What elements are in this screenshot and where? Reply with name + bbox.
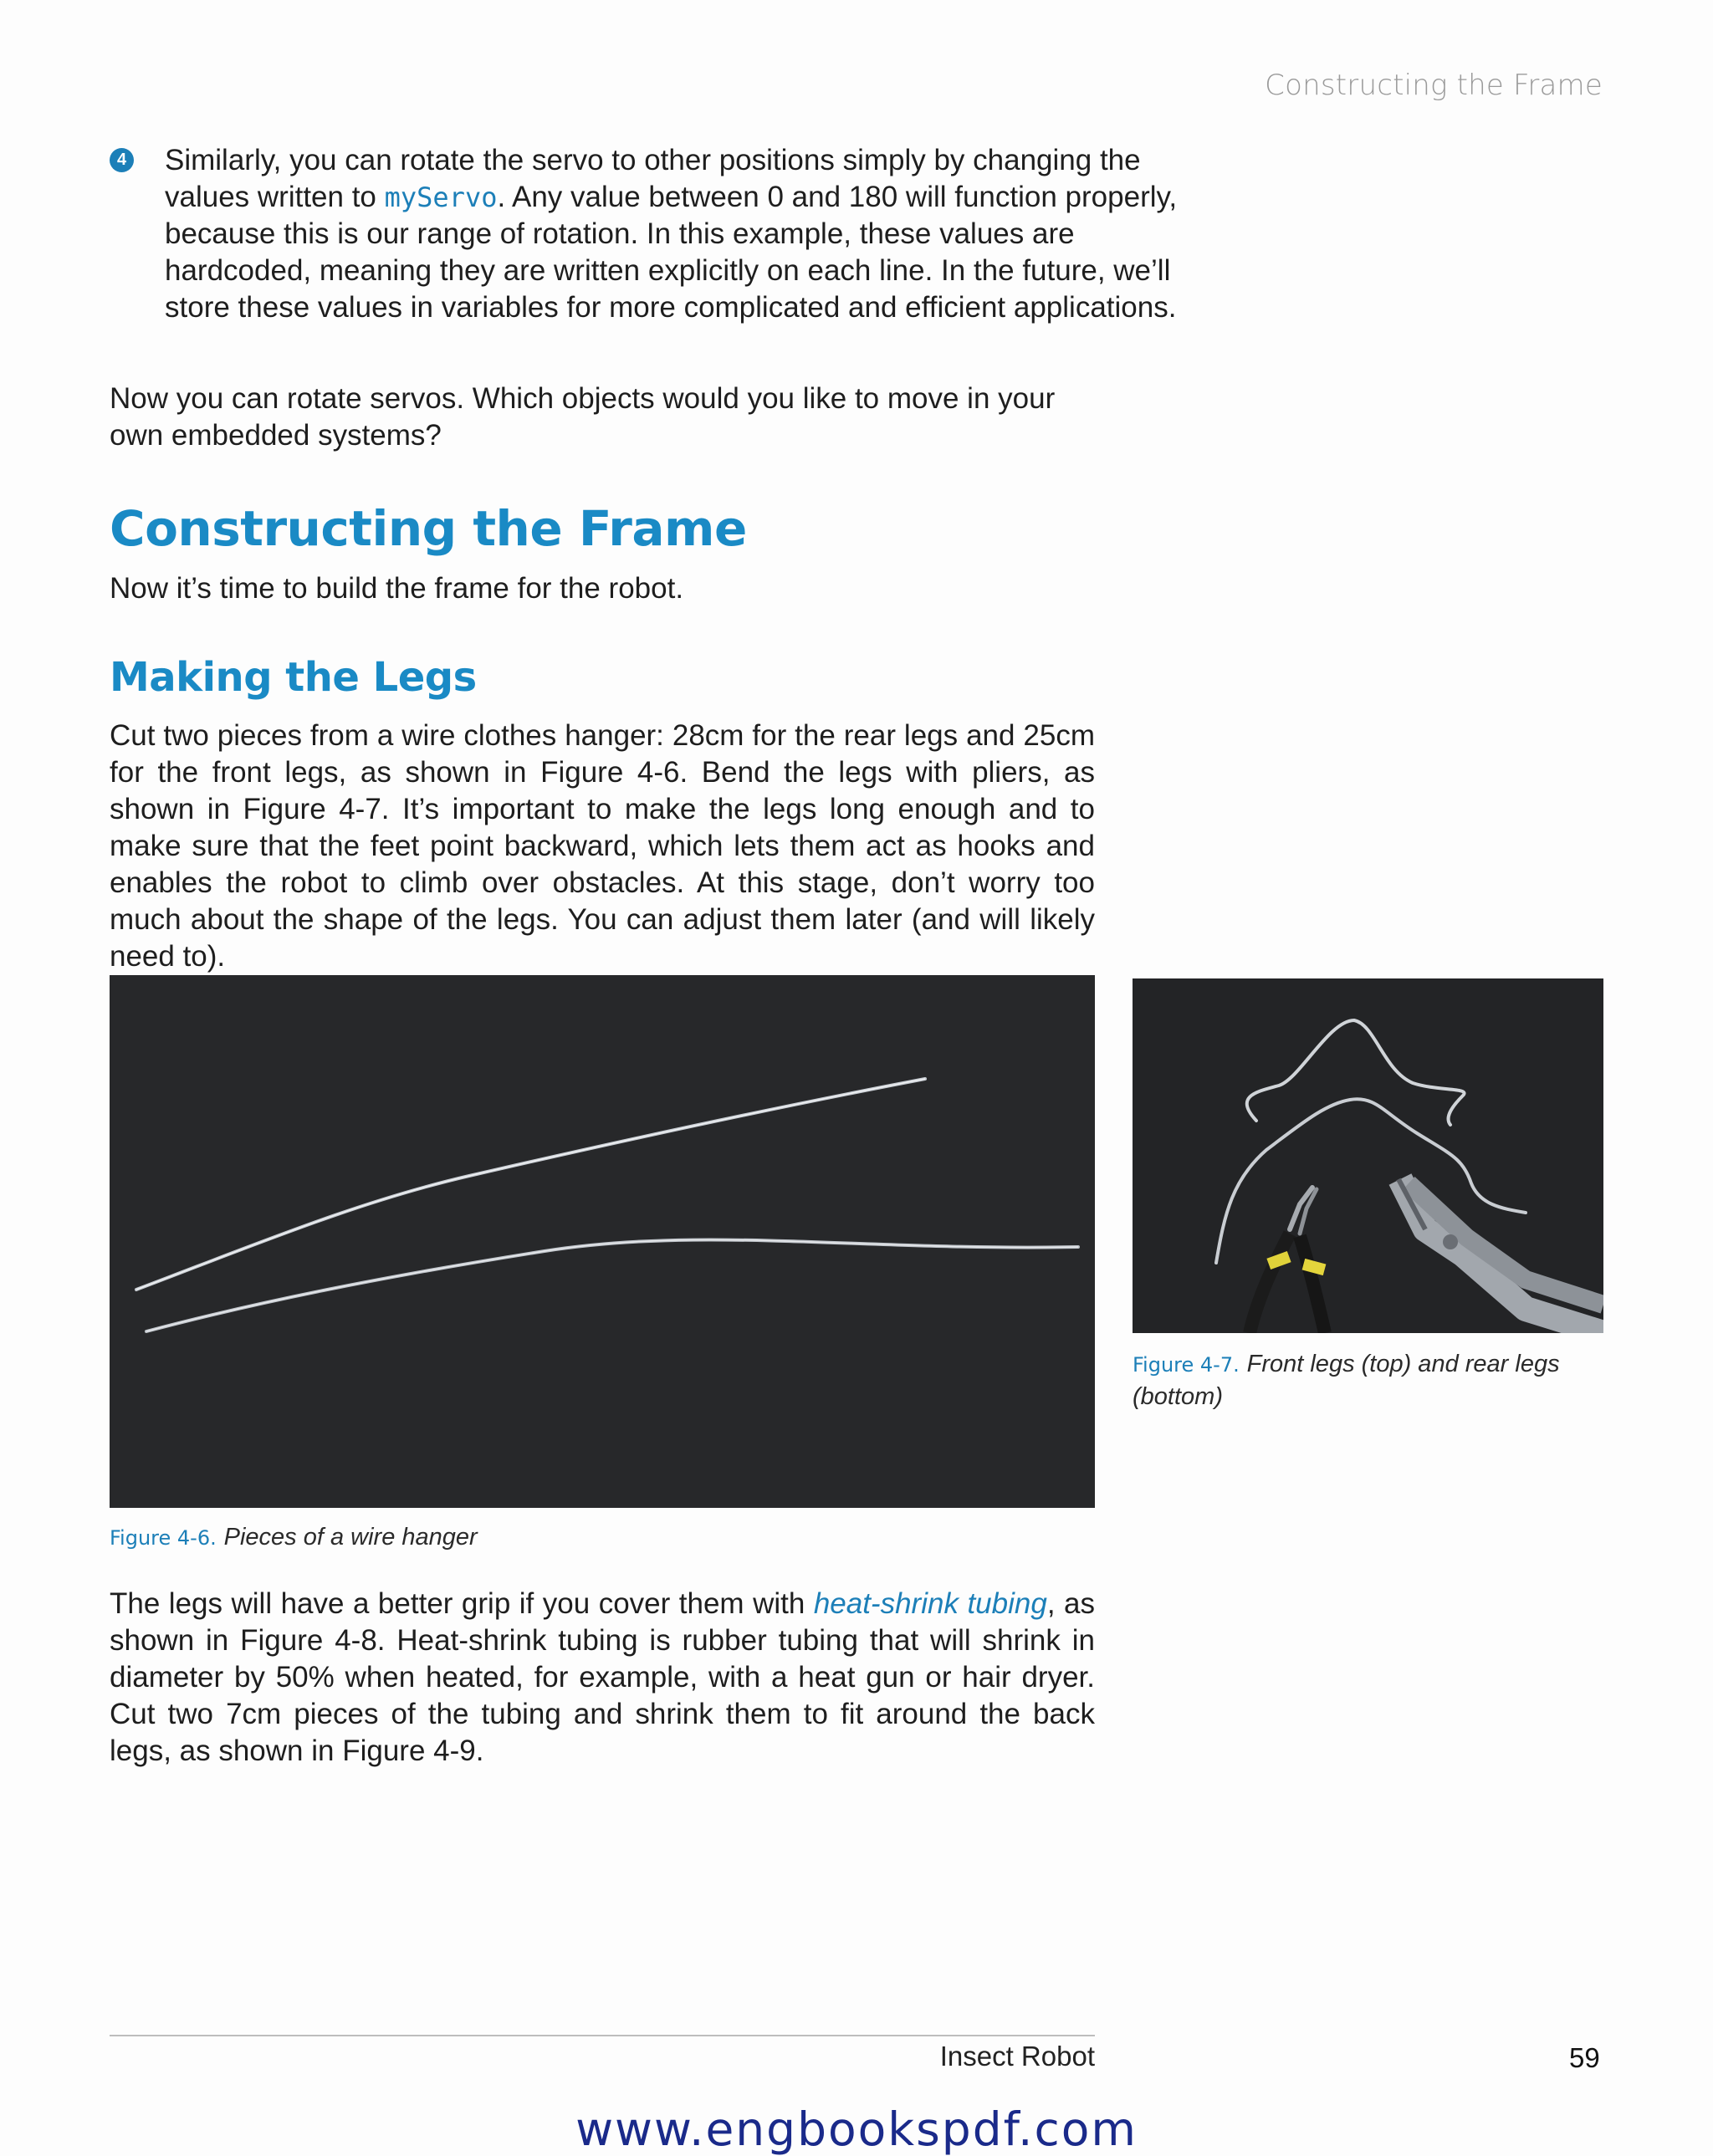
paragraph-heat-shrink-start: The legs will have a better grip if you cover them with [110, 1587, 814, 1620]
section-heading: Constructing the Frame [110, 500, 747, 557]
section-intro: Now it’s time to build the frame for the robot. [110, 572, 684, 605]
figure-4-7-caption-text: Front legs (top) and rear legs (bottom) [1133, 1351, 1560, 1410]
figure-4-7-label: Figure 4-7. [1133, 1353, 1240, 1377]
paragraph-making-legs: Cut two pieces from a wire clothes hanger: 28cm for the rear legs and 25cm for the front legs, as shown in Figure 4-6. Bend the legs with pliers, as shown in Figure 4-7. It’s important to make the legs long enough and to make sure that the feet point backward, which lets them act as hooks and enables the robot to climb over obstacles. At this stage, don’t worry too much about the shape of the legs. You can adjust them later (and will likely need to). [110, 719, 1095, 973]
footer-book-title: Insect Robot [939, 2041, 1095, 2072]
paragraph-rotate-servos: Now you can rotate servos. Which objects would you like to move in your own embedded systems? [110, 382, 1056, 452]
paragraph-heat-shrink [110, 1586, 1095, 1770]
code-myservo: myServo [384, 181, 498, 213]
figure-4-6-caption-text: Pieces of a wire hanger [223, 1524, 478, 1551]
figure-4-7-caption [1133, 1350, 1603, 1415]
paragraph-heat-shrink-end: , as shown in Figure 4-8. Heat-shrink tubing is rubber tubing that will shrink in diameter by 50% when heated, for example, with a heat gun or hair dryer. Cut two 7cm pieces of the tubing and shrink them to fit around the back legs, as shown in Figure 4-9. [110, 1587, 1095, 1767]
footer-divider [110, 2035, 1095, 2036]
figure-4-6-label: Figure 4-6. [110, 1526, 217, 1550]
subsection-heading: Making the Legs [110, 654, 477, 701]
step-4-text-end: . Any value between 0 and 180 will function properly, because this is our range of rotation. In this example, these values are hardcoded, meaning they are written explicitly on each line. In the future, we’ll store these values in variables for more complicated and efficient applications. [165, 181, 1178, 324]
figure-4-6-caption [110, 1524, 478, 1551]
page-number: 59 [1569, 2042, 1600, 2073]
running-head: Constructing the Frame [1265, 69, 1603, 102]
bent-legs-and-pliers-image [1133, 978, 1603, 1333]
step-4-text [165, 142, 1202, 326]
watermark-url: www.engbookspdf.com [575, 2102, 1138, 2156]
wire-pieces-image [110, 975, 1095, 1508]
figure-4-6-photo [110, 975, 1095, 1508]
heat-shrink-tubing-link[interactable]: heat-shrink tubing [813, 1587, 1047, 1620]
step-4-text-start: Similarly, you can rotate the servo to other positions simply by changing the values written to [165, 144, 1141, 213]
step-number-badge: 4 [110, 148, 134, 172]
figure-4-7-photo [1133, 978, 1603, 1333]
